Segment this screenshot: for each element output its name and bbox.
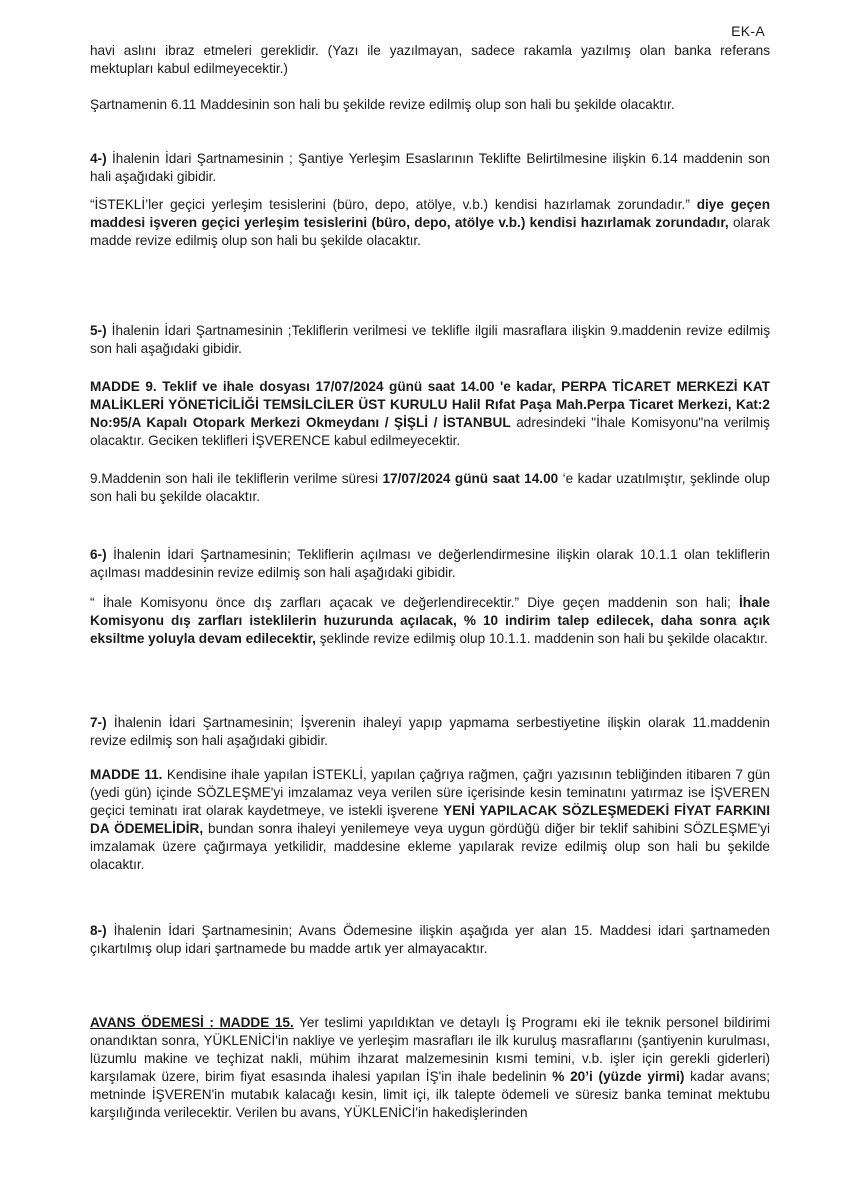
section-7-madde-11 <box>90 766 770 874</box>
madde-11-label: MADDE 11. <box>90 767 163 782</box>
intro-text: havi aslını ibraz etmeleri gereklidir. (Yazı ile yazılmayan, sadece rakamla yazılmış olan banka referans mektupları kabul edilmeyecektir.) <box>90 43 770 76</box>
section-6-quote-pre: “ İhale Komisyonu önce dış zarfları açacak ve değerlendirecektir.” Diye geçen maddenin son hali; <box>90 595 740 610</box>
section-5-final <box>90 470 770 506</box>
section-5-heading <box>90 322 770 358</box>
section-5-final-post: ‘e kadar uzatılmıştır, şeklinde olup son hali bu şekilde olacaktır. <box>90 471 770 504</box>
article-6-11-paragraph <box>90 96 770 114</box>
section-7-heading <box>90 714 770 750</box>
section-6-text: İhalenin İdari Şartnamesinin; Tekliflerin açılması ve değerlendirmesine ilişkin olarak 10.1.1 olan tekliflerin açılması maddesinin revize edilmiş son hali aşağıdaki gibidir. <box>90 547 770 580</box>
article-6-11-text: Şartnamenin 6.11 Maddesinin son hali bu şekilde revize edilmiş olup son hali bu şekilde olacaktır. <box>90 97 675 112</box>
section-8 <box>90 922 770 958</box>
intro-paragraph <box>90 42 770 78</box>
section-4-text: İhalenin İdari Şartnamesinin ; Şantiye Yerleşim Esaslarının Teklifte Belirtilmesine ilişkin 6.14 maddenin son hali aşağıdaki gibidir. <box>90 151 770 184</box>
section-5-final-pre: 9.Maddenin son hali ile tekliflerin verilme süresi <box>90 471 383 486</box>
avans-label: AVANS ÖDEMESİ : MADDE 15. <box>90 1015 294 1030</box>
madde-11-pre: Kendisine ihale yapılan İSTEKLİ, yapılan çağrıya rağmen, çağrı yazısının tebliğinden itibaren 7 gün (yedi gün) içinde SÖZLEŞME'yi imzalamaz veya verilen süre içerisinde kesin teminatını yatırmaz ise İŞVEREN geçici teminatı irat olarak kaydetmeye, ve istekli işverene <box>90 767 771 818</box>
avans-paragraph <box>90 1014 770 1122</box>
section-5 <box>90 322 770 506</box>
section-4-quote-post: olarak madde revize edilmiş olup son hali bu şekilde olacaktır. <box>90 215 770 248</box>
section-5-text: İhalenin İdari Şartnamesinin ;Tekliflerin verilmesi ve teklifle ilgili masraflara ilişkin 9.maddenin revize edilmiş son hali aşağıdaki gibidir. <box>90 323 770 356</box>
section-4 <box>90 150 770 250</box>
section-7-number: 7-) <box>90 715 107 730</box>
section-4-number: 4-) <box>90 151 107 166</box>
madde-11-bold: YENİ YAPILACAK SÖZLEŞMEDEKİ FİYAT FARKINI DA ÖDEMELİDİR, <box>90 803 770 836</box>
section-6-quote-bold: İhale Komisyonu dış zarfları isteklilerin huzurunda açılacak, % 10 indirim talep edilecek, daha sonra açık eksiltme yoluyla devam edilecektir, <box>90 595 770 646</box>
section-8-heading <box>90 922 770 958</box>
page-annex-label: EK-A <box>731 23 765 39</box>
section-4-quote-bold: diye geçen maddesi işveren geçici yerleşim tesislerini (büro, depo, atölye v.b.) kendisi hazırlamak zorundadır, <box>90 197 770 230</box>
avans-post: kadar avans; metninde İŞVEREN'in mutabık kalacağı kesin, limit içi, ilk talepte ödemeli ve süresiz banka teminat mektubu karşılığında verilecektir. Verilen bu avans, YÜKLENİCİ'in hakedişlerinden <box>90 1069 770 1120</box>
section-7-text: İhalenin İdari Şartnamesinin; İşverenin ihaleyi yapıp yapmama serbestiyetine ilişkin olarak 11.maddenin revize edilmiş son hali aşağıdaki gibidir. <box>90 715 770 748</box>
madde-11-post: bundan sonra ihaleyi yenilemeye veya uygun gördüğü diğer bir teklif sahibini SÖZLEŞME'yi imzalamak üzere çağırmaya yetkilidir, maddesine ekleme yapılarak revize edilmiş olup son hali bu şekilde olacaktır. <box>90 821 770 872</box>
section-7 <box>90 714 770 874</box>
section-8-text: İhalenin İdari Şartnamesinin; Avans Ödemesine ilişkin aşağıda yer alan 15. Maddesi idari şartnameden çıkartılmış olup idari şartnamede bu madde artık yer almayacaktır. <box>90 923 770 956</box>
section-8-number: 8-) <box>90 923 107 938</box>
section-5-madde-9 <box>90 378 770 450</box>
madde-9-post: adresindeki "İhale Komisyonu"na verilmiş olacaktır. Geciken teklifleri İŞVERENCE kabul edilmeyecektir. <box>90 415 770 448</box>
section-5-final-bold: 17/07/2024 günü saat 14.00 <box>382 471 559 486</box>
avans-pre: Yer teslimi yapıldıktan ve detaylı İş Programı eki ile teknik personel bildirimi onandıktan sonra, YÜKLENİCİ'in nakliye ve yerleşim masrafları ile ilk kuruluş masraflarını (şantiyenin kurulması, lüzumlu makine ve teçhizat nakli, mühim ihzarat malzemesinin kısmi temini, v.b. işler için gerekli giderleri) karşılamak üzere, birim fiyat esasında ihalesi yapılan İŞ'in ihale bedelinin <box>90 1015 770 1084</box>
avans-odemesi-section <box>90 1014 770 1122</box>
section-4-quote-pre: “İSTEKLİ’ler geçici yerleşim tesislerini (büro, depo, atölye, v.b.) kendisi hazırlamak zorundadır.” <box>90 197 697 212</box>
section-6 <box>90 546 770 648</box>
section-6-quote-post: şeklinde revize edilmiş olup 10.1.1. maddenin son hali bu şekilde olacaktır. <box>315 631 768 646</box>
avans-bold: % 20’i (yüzde yirmi) <box>552 1069 685 1084</box>
section-6-number: 6-) <box>90 547 107 562</box>
section-4-quote <box>90 196 770 250</box>
section-5-number: 5-) <box>90 323 107 338</box>
section-6-quote <box>90 594 770 648</box>
madde-9-bold: MADDE 9. Teklif ve ihale dosyası 17/07/2024 günü saat 14.00 'e kadar, PERPA TİCARET MERKEZİ KAT MALİKLERİ YÖNETİCİLİĞİ TEMSİLCİLER ÜST KURULU Halil Rıfat Paşa Mah.Perpa Ticaret Merkezi, Kat:2 No:95/A Kapalı Otopark Merkezi Okmeydanı / ŞİŞLİ / İSTANBUL <box>90 379 770 430</box>
section-4-heading <box>90 150 770 186</box>
section-6-heading <box>90 546 770 582</box>
